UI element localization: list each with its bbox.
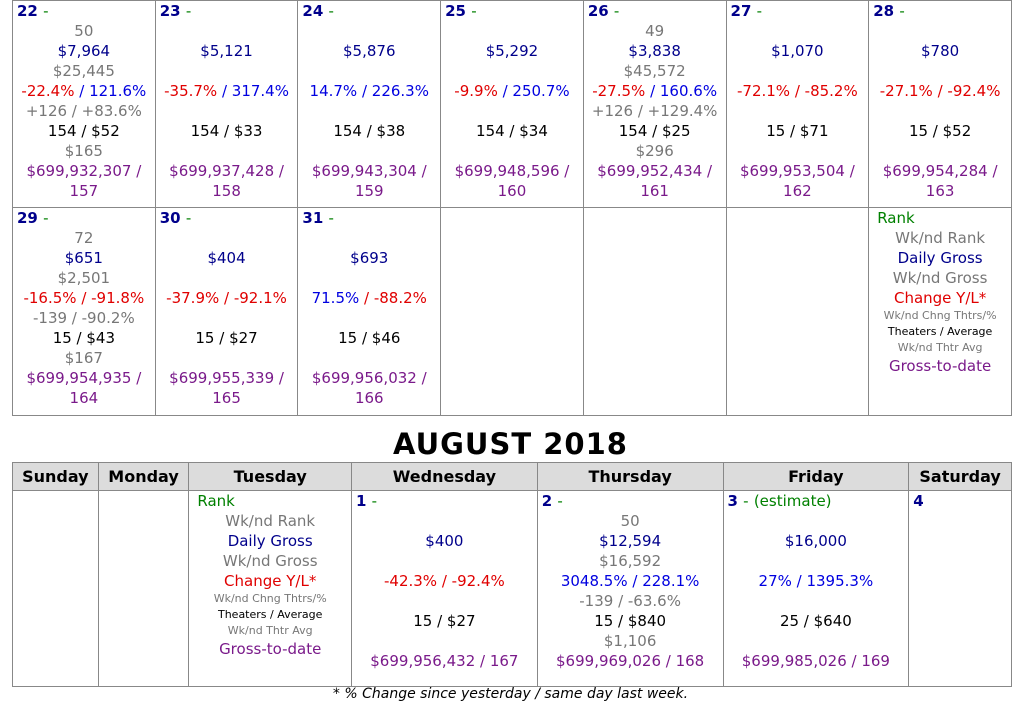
legend-daily-gross: Daily Gross xyxy=(897,249,983,267)
blank-line xyxy=(298,348,440,368)
daily-gross: $12,594 xyxy=(599,532,662,550)
rank: 50 xyxy=(74,22,94,40)
legend-cell xyxy=(189,491,352,687)
weekday-header: Friday xyxy=(723,463,909,491)
day-in-release: 158 xyxy=(212,182,241,200)
legend-daily-gross: Daily Gross xyxy=(227,532,313,550)
day-number[interactable]: 22 - xyxy=(17,2,49,20)
weekday-header: Saturday xyxy=(909,463,1012,491)
theaters-average: 154 / $25 xyxy=(618,122,691,140)
day-in-release: 161 xyxy=(640,182,669,200)
daily-gross: $5,121 xyxy=(200,42,253,60)
day-cell-27 xyxy=(726,1,869,208)
change-yl: 27% / 1395.3% xyxy=(758,572,874,590)
change-yl: -27.1% / -92.4% xyxy=(879,82,1001,100)
day-number[interactable]: 2 - xyxy=(541,492,563,510)
gross-to-date: $699,956,432 / 167 xyxy=(370,652,519,670)
theaters-average: 154 / $34 xyxy=(476,122,548,140)
day-number[interactable]: 27 - xyxy=(730,2,763,20)
day-number[interactable]: 4 xyxy=(913,492,924,510)
august-week-row xyxy=(13,491,1012,687)
legend-weekend-rank: Wk/nd Rank xyxy=(225,512,316,530)
blank-line xyxy=(869,61,1011,81)
theaters-average: 15 / $46 xyxy=(338,329,401,347)
day-cell-24 xyxy=(298,1,441,208)
blank-line xyxy=(441,61,583,81)
weekend-theater-avg: $296 xyxy=(635,142,674,160)
legend-change: Change Y/L* xyxy=(893,289,987,307)
daily-gross: $7,964 xyxy=(57,42,111,60)
change-yl: -72.1% / -85.2% xyxy=(736,82,858,100)
change-yl: -16.5% / -91.8% xyxy=(23,289,145,307)
daily-gross: $1,070 xyxy=(771,42,824,60)
weekend-theater-avg: $167 xyxy=(64,349,103,367)
daily-gross: $5,292 xyxy=(485,42,539,60)
blank-line xyxy=(156,268,298,288)
change-yl: -9.9% / 250.7% xyxy=(454,82,570,100)
legend-weekend-avg: Wk/nd Thtr Avg xyxy=(227,624,313,637)
theaters-average: 154 / $33 xyxy=(190,122,263,140)
weekday-header: Wednesday xyxy=(352,463,538,491)
day-cell-aug-4 xyxy=(909,491,1012,687)
daily-gross: $400 xyxy=(425,532,464,550)
day-cell-aug-2 xyxy=(537,491,723,687)
blank-line xyxy=(298,21,440,41)
daily-gross: $3,838 xyxy=(628,42,681,60)
blank-line xyxy=(727,21,869,41)
august-calendar-table xyxy=(12,462,1012,687)
gross-to-date: $699,956,032 / xyxy=(311,369,427,387)
weekday-header: Thursday xyxy=(537,463,723,491)
empty-day-cell xyxy=(583,208,726,416)
blank-line xyxy=(727,61,869,81)
july-week-row xyxy=(13,208,1012,416)
theater-change: -139 / -90.2% xyxy=(33,309,135,327)
blank-line xyxy=(727,101,869,121)
blank-line xyxy=(724,511,909,531)
change-yl: 14.7% / 226.3% xyxy=(309,82,429,100)
theaters-average: 15 / $52 xyxy=(908,122,972,140)
change-yl: -35.7% / 317.4% xyxy=(164,82,289,100)
blank-line xyxy=(298,101,440,121)
daily-gross: $693 xyxy=(350,249,389,267)
change-yl: 71.5% / -88.2% xyxy=(311,289,427,307)
weekend-gross: $25,445 xyxy=(52,62,115,80)
daily-gross: $5,876 xyxy=(343,42,396,60)
weekend-theater-avg: $1,106 xyxy=(603,632,657,650)
theaters-average: 15 / $71 xyxy=(766,122,829,140)
theaters-average: 25 / $640 xyxy=(779,612,852,630)
july-week-row xyxy=(13,1,1012,208)
theaters-average: 15 / $43 xyxy=(52,329,115,347)
change-yl: -27.5% / 160.6% xyxy=(592,82,718,100)
theater-change: +126 / +129.4% xyxy=(591,102,718,120)
day-number[interactable]: 29 - xyxy=(17,209,49,227)
footnote: * % Change since yesterday / same day last week. xyxy=(332,686,689,702)
legend-gross-to-date: Gross-to-date xyxy=(888,357,992,375)
blank-line xyxy=(156,21,298,41)
theater-change: -139 / -63.6% xyxy=(579,592,681,610)
day-number[interactable]: 3 - (estimate) xyxy=(727,492,832,510)
blank-line xyxy=(156,141,298,161)
gross-to-date: $699,954,284 / xyxy=(882,162,998,180)
blank-line xyxy=(352,591,537,611)
day-in-release: 165 xyxy=(212,389,241,407)
gross-to-date: $699,953,504 / xyxy=(739,162,855,180)
weekend-gross: $2,501 xyxy=(57,269,111,287)
day-cell-30 xyxy=(155,208,298,416)
empty-day-cell xyxy=(98,491,189,687)
blank-line xyxy=(298,61,440,81)
legend-change: Change Y/L* xyxy=(224,572,317,590)
day-in-release: 162 xyxy=(783,182,812,200)
rank: 49 xyxy=(645,22,665,40)
weekday-header-row xyxy=(13,463,1012,491)
daily-gross: $404 xyxy=(207,249,246,267)
gross-to-date: $699,932,307 / xyxy=(26,162,142,180)
legend-rank: Rank xyxy=(877,209,915,227)
blank-line xyxy=(869,21,1011,41)
rank: 72 xyxy=(74,229,94,247)
estimate-label: (estimate) xyxy=(753,492,832,510)
legend-weekend-change: Wk/nd Chng Thtrs/% xyxy=(213,592,327,605)
theaters-average: 15 / $840 xyxy=(594,612,667,630)
day-cell-31 xyxy=(298,208,441,416)
weekend-theater-avg: $165 xyxy=(64,142,103,160)
change-yl: -37.9% / -92.1% xyxy=(166,289,287,307)
blank-line xyxy=(724,551,909,571)
day-cell-aug-1 xyxy=(352,491,538,687)
blank-line xyxy=(156,101,298,121)
day-number[interactable]: 25 - xyxy=(445,2,477,20)
day-number[interactable]: 24 - xyxy=(302,2,334,20)
gross-to-date: $699,948,596 / xyxy=(454,162,570,180)
day-cell-25 xyxy=(441,1,584,208)
blank-line xyxy=(298,268,440,288)
change-yl: -22.4% / 121.6% xyxy=(21,82,147,100)
empty-day-cell xyxy=(441,208,584,416)
blank-line xyxy=(441,141,583,161)
theaters-average: 15 / $27 xyxy=(195,329,258,347)
gross-to-date: $699,969,026 / 168 xyxy=(556,652,705,670)
blank-line xyxy=(724,591,909,611)
day-in-release: 164 xyxy=(69,389,99,407)
weekend-gross: $16,592 xyxy=(599,552,662,570)
legend-gross-to-date: Gross-to-date xyxy=(219,640,322,658)
theaters-average: 154 / $52 xyxy=(47,122,120,140)
blank-line xyxy=(869,141,1011,161)
gross-to-date: $699,985,026 / 169 xyxy=(741,652,890,670)
july-calendar-table xyxy=(12,0,1012,416)
theaters-average: 15 / $27 xyxy=(413,612,476,630)
theaters-average: 154 / $38 xyxy=(333,122,406,140)
legend-cell xyxy=(869,208,1012,416)
rank: 50 xyxy=(620,512,640,530)
day-number[interactable]: 31 - xyxy=(302,209,334,227)
weekday-header: Sunday xyxy=(13,463,99,491)
day-in-release: 157 xyxy=(69,182,99,200)
legend-weekend-gross: Wk/nd Gross xyxy=(222,552,318,570)
daily-gross: $651 xyxy=(64,249,103,267)
day-cell-23 xyxy=(155,1,298,208)
legend-theaters: Theaters / Average xyxy=(887,325,993,338)
blank-line xyxy=(156,348,298,368)
blank-line xyxy=(352,511,537,531)
day-in-release: 163 xyxy=(925,182,955,200)
day-cell-aug-3 xyxy=(723,491,909,687)
gross-to-date: $699,952,434 / xyxy=(597,162,713,180)
day-in-release: 159 xyxy=(354,182,384,200)
blank-line xyxy=(298,228,440,248)
day-number[interactable]: 30 - xyxy=(159,209,192,227)
change-yl: 3048.5% / 228.1% xyxy=(560,572,700,590)
blank-line xyxy=(441,101,583,121)
blank-line xyxy=(156,61,298,81)
legend-weekend-avg: Wk/nd Thtr Avg xyxy=(897,341,983,354)
legend-theaters: Theaters / Average xyxy=(217,608,323,621)
blank-line xyxy=(298,141,440,161)
theater-change: +126 / +83.6% xyxy=(25,102,142,120)
empty-day-cell xyxy=(726,208,869,416)
legend-weekend-gross: Wk/nd Gross xyxy=(892,269,988,287)
blank-line xyxy=(441,21,583,41)
weekday-header: Monday xyxy=(98,463,189,491)
daily-gross: $16,000 xyxy=(784,532,847,550)
weekend-gross: $45,572 xyxy=(623,62,686,80)
day-in-release: 166 xyxy=(354,389,384,407)
day-cell-28 xyxy=(869,1,1012,208)
month-title: AUGUST 2018 xyxy=(393,427,628,461)
day-number[interactable]: 28 - xyxy=(873,2,905,20)
legend-weekend-change: Wk/nd Chng Thtrs/% xyxy=(883,309,997,322)
day-number[interactable]: 23 - xyxy=(159,2,192,20)
day-cell-29 xyxy=(13,208,156,416)
weekday-header: Tuesday xyxy=(189,463,352,491)
day-number[interactable]: 26 - xyxy=(587,2,620,20)
gross-to-date: $699,937,428 / xyxy=(169,162,284,180)
blank-line xyxy=(156,308,298,328)
day-in-release: 160 xyxy=(497,182,527,200)
blank-line xyxy=(298,308,440,328)
gross-to-date: $699,943,304 / xyxy=(311,162,427,180)
blank-line xyxy=(352,631,537,651)
day-cell-26 xyxy=(583,1,726,208)
day-cell-22 xyxy=(13,1,156,208)
day-number[interactable]: 1 - xyxy=(356,492,378,510)
blank-line xyxy=(869,101,1011,121)
blank-line xyxy=(156,228,298,248)
gross-to-date: $699,955,339 / xyxy=(169,369,284,387)
daily-gross: $780 xyxy=(921,42,960,60)
blank-line xyxy=(724,631,909,651)
gross-to-date: $699,954,935 / xyxy=(26,369,142,387)
legend-weekend-rank: Wk/nd Rank xyxy=(895,229,986,247)
legend-rank: Rank xyxy=(197,492,235,510)
empty-day-cell xyxy=(13,491,99,687)
blank-line xyxy=(352,551,537,571)
change-yl: -42.3% / -92.4% xyxy=(384,572,505,590)
blank-line xyxy=(727,141,869,161)
